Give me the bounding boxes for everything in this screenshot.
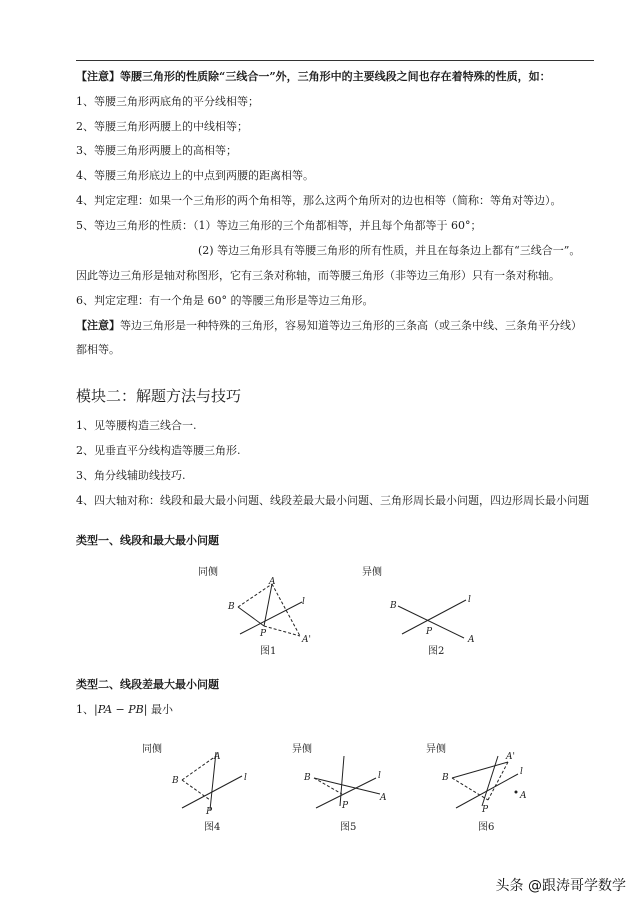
fig4-segment-bp — [182, 780, 210, 800]
header-rule — [76, 60, 594, 61]
fig2-caption: 异侧 — [362, 567, 382, 578]
fig6-label: 图6 — [478, 822, 495, 833]
note-1-text: 等腰三角形的性质除“三线合一”外，三角形中的主要线段之间也存在着特殊的性质，如： — [120, 70, 551, 83]
theorem-1: 4、判定定理：如果一个三角形的两个角相等，那么这两个角所对的边也相等（简称：等角对等边）。 — [76, 194, 562, 207]
property-1: 1、等腰三角形两底角的平分线相等； — [76, 95, 259, 108]
fig6-label-p: P — [482, 805, 489, 815]
note-1 — [76, 69, 551, 84]
fig1-label-l: l — [302, 597, 305, 607]
fig2-label-l: l — [468, 595, 471, 605]
fig5-label-b: B — [304, 773, 311, 783]
fig4-label-b: B — [172, 776, 179, 786]
fig1-label: 图1 — [260, 646, 277, 657]
fig2-label-p: P — [426, 627, 433, 637]
fig5-label-l: l — [378, 771, 381, 781]
note-1-tag: 【注意】 — [76, 70, 120, 83]
fig5-segment-bp — [314, 778, 342, 794]
fig6-segment-bp — [452, 778, 488, 800]
item-suffix: 最小 — [147, 703, 173, 716]
figure-6 — [436, 748, 536, 834]
equilateral-symmetry: 因此等边三角形是轴对称图形，它有三条对称轴，而等腰三角形（非等边三角形）只有一条对称轴。 — [76, 269, 560, 282]
type-1-title: 类型一、线段和最大最小问题 — [76, 534, 219, 547]
fig1-segment-p-aprime — [264, 626, 300, 636]
fig1-line-l — [240, 602, 302, 634]
fig1-segment-ba — [238, 584, 272, 607]
equilateral-property-2: (2) 等边三角形具有等腰三角形的所有性质，并且在每条边上都有“三线合一”。 — [198, 244, 581, 257]
fig4-segment-ba — [182, 756, 216, 780]
fig5-label-a: A — [380, 793, 387, 803]
fig6-label-b: B — [442, 773, 449, 783]
fig4-label: 图4 — [204, 822, 221, 833]
fig6-label-aprime: A' — [506, 752, 515, 762]
figure-5 — [300, 748, 400, 834]
figure-4 — [168, 748, 268, 834]
note-2-tag: 【注意】 — [76, 319, 120, 332]
fig6-caption: 异侧 — [426, 744, 446, 755]
fig4-label-l: l — [244, 773, 247, 783]
theorem-2: 6、判定定理：有一个角是 60° 的等腰三角形是等边三角形。 — [76, 294, 374, 307]
type-2-title: 类型二、线段差最大最小问题 — [76, 678, 219, 691]
fig1-label-p: P — [260, 629, 267, 639]
figure-1 — [220, 570, 330, 660]
method-2: 2、见垂直平分线构造等腰三角形. — [76, 444, 241, 457]
note-2-line-2: 都相等。 — [76, 343, 120, 356]
method-1: 1、见等腰构造三线合一. — [76, 419, 197, 432]
item-prefix: 1、 — [76, 703, 94, 716]
equilateral-property-1: 5、等边三角形的性质：（1）等边三角形的三个角都相等，并且每个角都等于 60°； — [76, 219, 482, 232]
property-3: 3、等腰三角形两腰上的高相等； — [76, 144, 237, 157]
method-3: 3、角分线辅助线技巧. — [76, 469, 186, 482]
fig1-label-aprime: A' — [302, 635, 311, 645]
note-2-line-1: 等边三角形是一种特殊的三角形，容易知道等边三角形的三条高（或三条中线、三条角平分线） — [120, 319, 582, 332]
fig2-label-a: A — [468, 635, 475, 645]
fig5-label-p: P — [342, 801, 349, 811]
method-4: 4、四大轴对称：线段和最大最小问题、线段差最大最小问题、三角形周长最小问题，四边形周长最小问题 — [76, 494, 589, 507]
fig6-line-perp — [482, 756, 498, 806]
fig5-caption: 异侧 — [292, 744, 312, 755]
fig6-point-a — [515, 791, 518, 794]
fig4-label-p: P — [206, 807, 213, 817]
figure-2 — [382, 570, 492, 660]
fig1-segment-bp — [238, 607, 264, 626]
fig2-line-l — [402, 600, 466, 634]
type-2-item-1 — [76, 702, 173, 717]
property-2: 2、等腰三角形两腰上的中线相等； — [76, 120, 248, 133]
module-title: 模块二：解题方法与技巧 — [76, 387, 242, 405]
fig1-label-b: B — [228, 602, 235, 612]
fig1-caption: 同侧 — [198, 567, 218, 578]
fig1-label-a: A — [269, 577, 276, 587]
fig2-label: 图2 — [428, 646, 445, 657]
property-4: 4、等腰三角形底边上的中点到两腰的距离相等。 — [76, 169, 314, 182]
fig5-line-perp — [340, 756, 344, 806]
fig6-segment-b-aprime — [452, 762, 508, 778]
watermark: 头条 @跟涛哥学数学 — [495, 878, 626, 894]
fig4-label-a: A — [214, 752, 221, 762]
fig4-caption: 同侧 — [142, 744, 162, 755]
fig6-label-l: l — [520, 767, 523, 777]
fig5-label: 图5 — [340, 822, 357, 833]
fig2-label-b: B — [390, 601, 397, 611]
item-expression: |PA − PB| — [94, 703, 148, 716]
note-2 — [76, 318, 582, 333]
fig6-label-a: A — [520, 791, 527, 801]
